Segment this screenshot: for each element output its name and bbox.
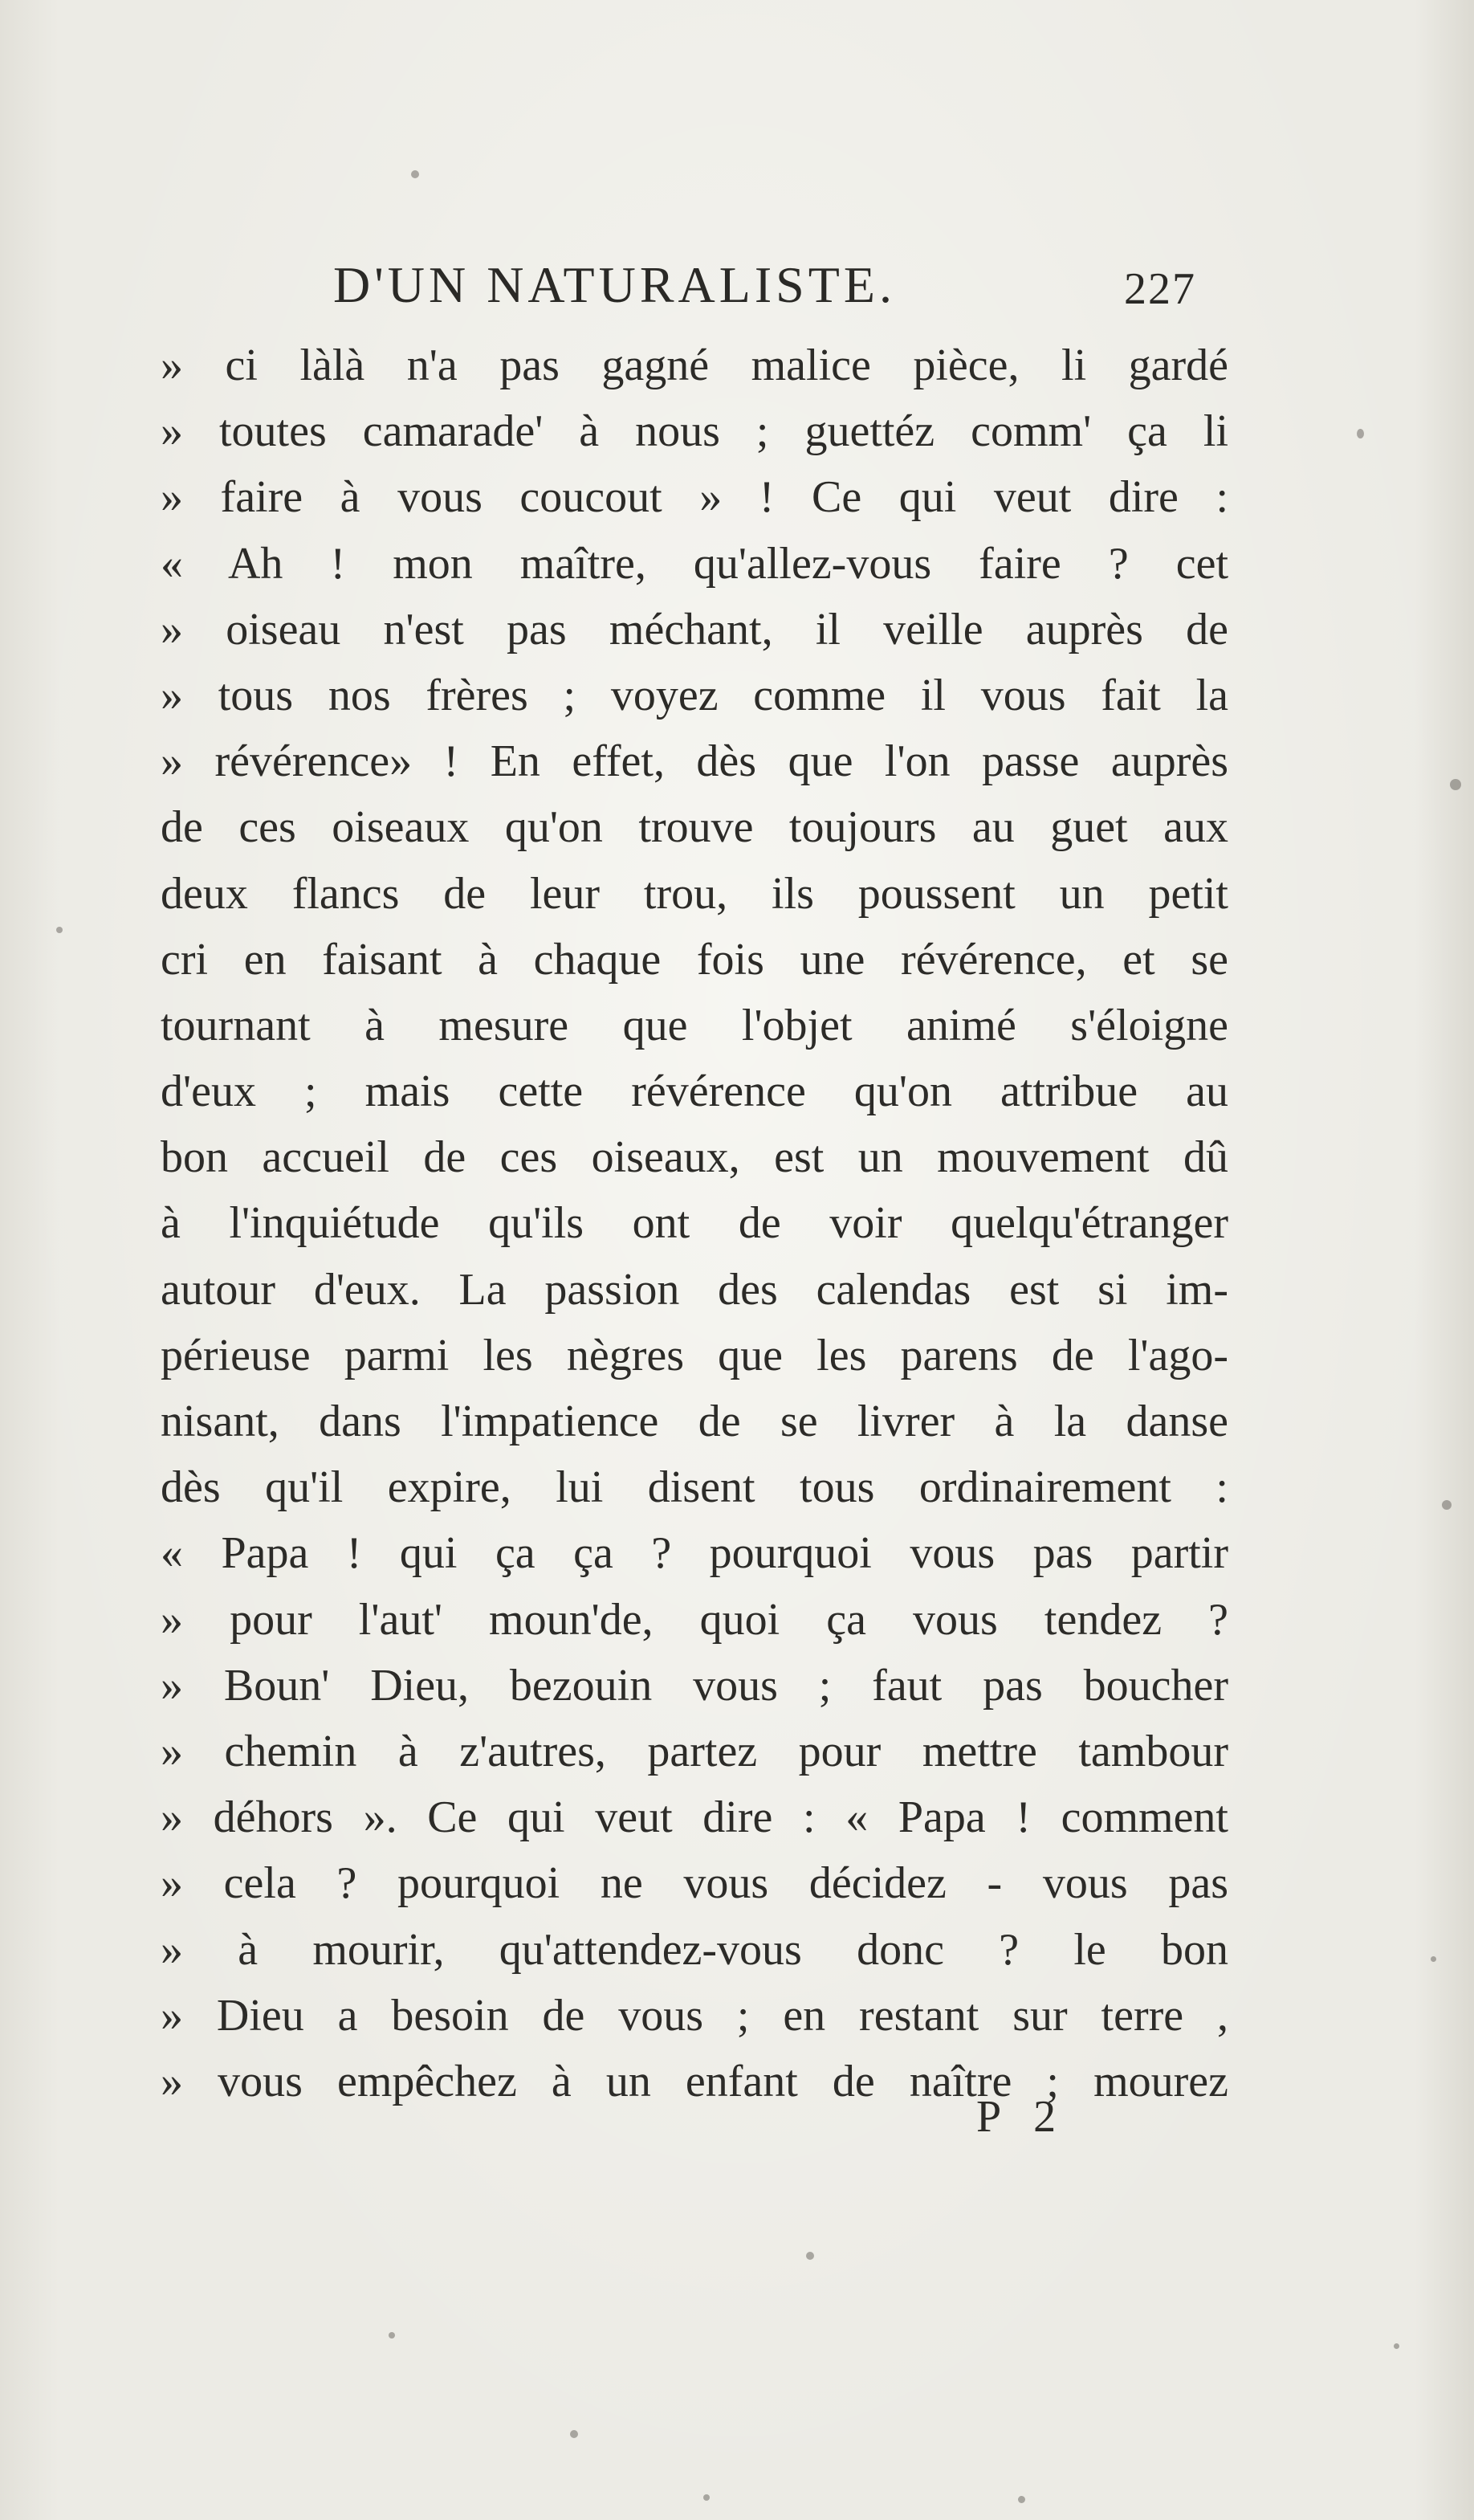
paper-speck bbox=[1018, 2496, 1025, 2503]
text-line: cri en faisant à chaque fois une révérence, et se bbox=[161, 934, 1228, 985]
paper-speck bbox=[703, 2494, 710, 2501]
text-line: périeuse parmi les nègres que les parens de l'ago- bbox=[161, 1330, 1228, 1380]
text-line: » faire à vous coucout » ! Ce qui veut dire : bbox=[161, 472, 1228, 523]
text-line: « Papa ! qui ça ça ? pourquoi vous pas partir bbox=[161, 1528, 1228, 1579]
text-line: » révérence» ! En effet, dès que l'on passe auprès bbox=[161, 736, 1228, 787]
text-line: autour d'eux. La passion des calendas est si im- bbox=[161, 1264, 1228, 1315]
text-line: » à mourir, qu'attendez-vous donc ? le bon bbox=[161, 1924, 1228, 1975]
text-line: deux flancs de leur trou, ils poussent un petit bbox=[161, 868, 1228, 919]
text-line: « Ah ! mon maître, qu'allez-vous faire ? cet bbox=[161, 538, 1228, 589]
text-line: » déhors ». Ce qui veut dire : « Papa ! comment bbox=[161, 1792, 1228, 1843]
paper-speck bbox=[570, 2430, 578, 2438]
paper-speck bbox=[411, 170, 419, 178]
text-line: à l'inquiétude qu'ils ont de voir quelqu'étranger bbox=[161, 1198, 1228, 1249]
text-line: » cela ? pourquoi ne vous décidez - vous pas bbox=[161, 1858, 1228, 1909]
signature-mark: P 2 bbox=[976, 2092, 1068, 2142]
paper-speck bbox=[1357, 429, 1364, 438]
text-line: » toutes camarade' à nous ; guettéz comm' ça li bbox=[161, 406, 1228, 457]
page-number: 227 bbox=[1124, 264, 1196, 314]
paper-speck bbox=[806, 2252, 814, 2260]
text-line: » vous empêchez à un enfant de naître ; mourez bbox=[161, 2056, 1228, 2106]
paper-speck bbox=[56, 927, 63, 933]
text-line: dès qu'il expire, lui disent tous ordinairement : bbox=[161, 1462, 1228, 1513]
text-line: » ci làlà n'a pas gagné malice pièce, li gardé bbox=[161, 340, 1228, 390]
paper-speck bbox=[1450, 779, 1461, 790]
text-line: » pour l'aut' moun'de, quoi ça vous tendez ? bbox=[161, 1594, 1228, 1645]
text-line: de ces oiseaux qu'on trouve toujours au guet aux bbox=[161, 802, 1228, 853]
body-text bbox=[161, 332, 1228, 2114]
paper-speck bbox=[1431, 1956, 1436, 1962]
text-line: » Boun' Dieu, bezouin vous ; faut pas boucher bbox=[161, 1660, 1228, 1711]
text-line: tournant à mesure que l'objet animé s'éloigne bbox=[161, 1000, 1228, 1050]
text-line: » tous nos frères ; voyez comme il vous fait la bbox=[161, 670, 1228, 720]
paper-speck bbox=[389, 2332, 395, 2339]
running-title: D'UN NATURALISTE. bbox=[333, 256, 896, 313]
paper-speck bbox=[1442, 1500, 1452, 1510]
text-line: d'eux ; mais cette révérence qu'on attribue au bbox=[161, 1066, 1228, 1117]
page-header bbox=[161, 255, 1196, 320]
paper-speck bbox=[1394, 2343, 1399, 2349]
text-line: » Dieu a besoin de vous ; en restant sur terre , bbox=[161, 1990, 1228, 2041]
text-line: bon accueil de ces oiseaux, est un mouvement dû bbox=[161, 1132, 1228, 1183]
text-line: » chemin à z'autres, partez pour mettre tambour bbox=[161, 1726, 1228, 1776]
text-line: nisant, dans l'impatience de se livrer à la danse bbox=[161, 1397, 1228, 1446]
text-line: » oiseau n'est pas méchant, il veille auprès de bbox=[161, 604, 1228, 654]
